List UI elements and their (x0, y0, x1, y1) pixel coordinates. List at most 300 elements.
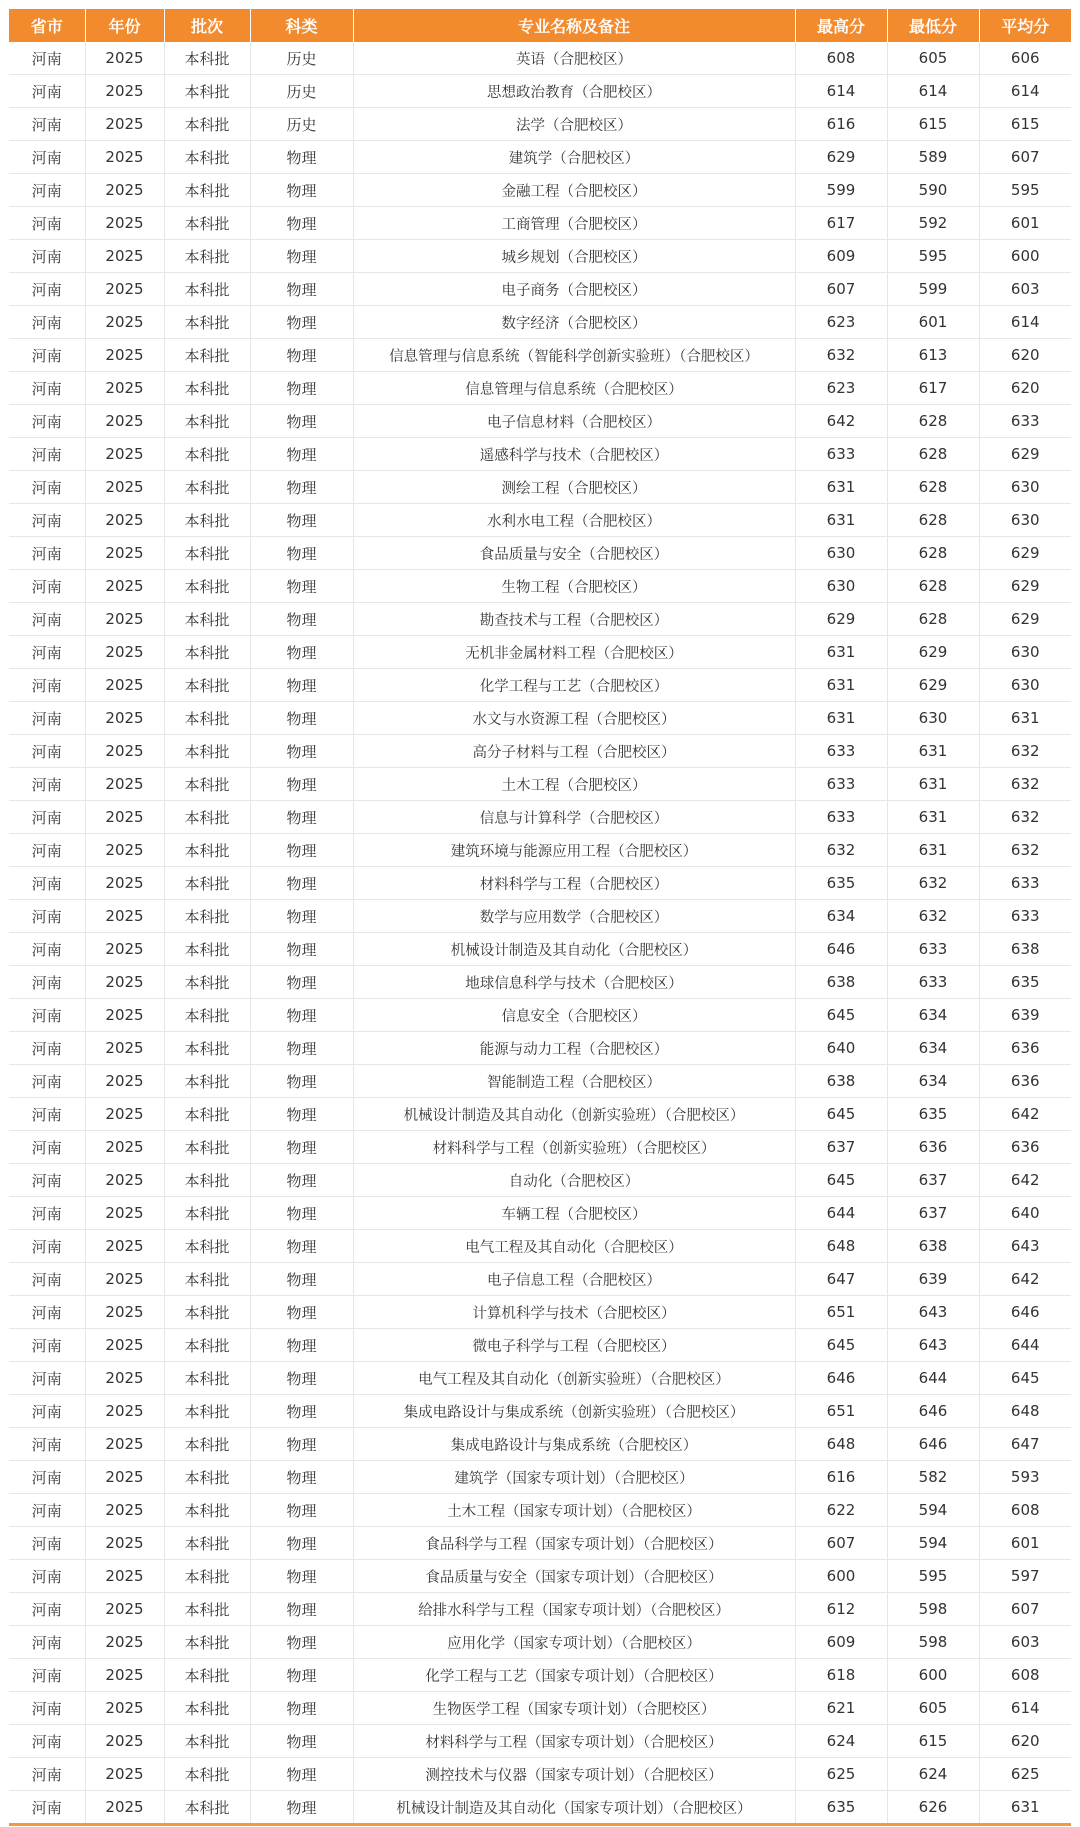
cell-subject: 物理 (250, 801, 353, 834)
cell-batch: 本科批 (164, 108, 250, 141)
cell-province: 河南 (9, 405, 85, 438)
table-row (9, 1197, 1071, 1230)
cell-subject: 物理 (250, 1098, 353, 1131)
cell-max-score: 616 (795, 108, 887, 141)
cell-batch: 本科批 (164, 801, 250, 834)
cell-year: 2025 (85, 933, 164, 966)
cell-batch: 本科批 (164, 339, 250, 372)
cell-province: 河南 (9, 174, 85, 207)
table-row (9, 1263, 1071, 1296)
cell-avg-score: 608 (979, 1659, 1071, 1692)
table-row (9, 1725, 1071, 1758)
cell-major: 高分子材料与工程（合肥校区） (353, 735, 795, 768)
cell-year: 2025 (85, 1296, 164, 1329)
table-row (9, 372, 1071, 405)
cell-major: 食品质量与安全（国家专项计划）（合肥校区） (353, 1560, 795, 1593)
cell-min-score: 590 (887, 174, 979, 207)
cell-year: 2025 (85, 537, 164, 570)
cell-avg-score: 632 (979, 801, 1071, 834)
cell-province: 河南 (9, 801, 85, 834)
cell-max-score: 631 (795, 504, 887, 537)
cell-year: 2025 (85, 372, 164, 405)
cell-year: 2025 (85, 1725, 164, 1758)
cell-subject: 物理 (250, 1758, 353, 1791)
cell-min-score: 589 (887, 141, 979, 174)
cell-major: 生物医学工程（国家专项计划）（合肥校区） (353, 1692, 795, 1725)
cell-min-score: 628 (887, 438, 979, 471)
cell-min-score: 628 (887, 570, 979, 603)
table-row (9, 1032, 1071, 1065)
cell-min-score: 595 (887, 1560, 979, 1593)
cell-major: 计算机科学与技术（合肥校区） (353, 1296, 795, 1329)
table-row (9, 141, 1071, 174)
cell-province: 河南 (9, 834, 85, 867)
cell-year: 2025 (85, 801, 164, 834)
cell-province: 河南 (9, 1725, 85, 1758)
cell-batch: 本科批 (164, 1098, 250, 1131)
cell-avg-score: 625 (979, 1758, 1071, 1791)
column-header-province: 省市 (9, 9, 85, 42)
cell-subject: 物理 (250, 1263, 353, 1296)
cell-province: 河南 (9, 75, 85, 108)
cell-avg-score: 629 (979, 603, 1071, 636)
cell-batch: 本科批 (164, 1329, 250, 1362)
cell-min-score: 600 (887, 1659, 979, 1692)
table-row (9, 1065, 1071, 1098)
cell-batch: 本科批 (164, 1659, 250, 1692)
cell-min-score: 631 (887, 834, 979, 867)
cell-major: 电气工程及其自动化（合肥校区） (353, 1230, 795, 1263)
cell-province: 河南 (9, 1065, 85, 1098)
cell-max-score: 645 (795, 1098, 887, 1131)
cell-avg-score: 629 (979, 570, 1071, 603)
cell-min-score: 605 (887, 42, 979, 75)
cell-min-score: 628 (887, 537, 979, 570)
table-row (9, 108, 1071, 141)
cell-province: 河南 (9, 570, 85, 603)
cell-year: 2025 (85, 1065, 164, 1098)
cell-major: 电子商务（合肥校区） (353, 273, 795, 306)
cell-max-score: 632 (795, 339, 887, 372)
table-row (9, 1560, 1071, 1593)
cell-max-score: 637 (795, 1131, 887, 1164)
cell-province: 河南 (9, 735, 85, 768)
cell-subject: 物理 (250, 174, 353, 207)
cell-batch: 本科批 (164, 966, 250, 999)
cell-major: 微电子科学与工程（合肥校区） (353, 1329, 795, 1362)
cell-min-score: 639 (887, 1263, 979, 1296)
cell-province: 河南 (9, 339, 85, 372)
cell-min-score: 628 (887, 471, 979, 504)
cell-subject: 物理 (250, 636, 353, 669)
cell-batch: 本科批 (164, 867, 250, 900)
cell-year: 2025 (85, 999, 164, 1032)
cell-major: 数字经济（合肥校区） (353, 306, 795, 339)
cell-batch: 本科批 (164, 438, 250, 471)
cell-max-score: 642 (795, 405, 887, 438)
cell-avg-score: 631 (979, 702, 1071, 735)
cell-major: 水文与水资源工程（合肥校区） (353, 702, 795, 735)
cell-subject: 物理 (250, 966, 353, 999)
cell-avg-score: 645 (979, 1362, 1071, 1395)
cell-year: 2025 (85, 1692, 164, 1725)
cell-province: 河南 (9, 207, 85, 240)
table-row (9, 339, 1071, 372)
cell-province: 河南 (9, 438, 85, 471)
table-row (9, 1791, 1071, 1825)
cell-min-score: 614 (887, 75, 979, 108)
cell-avg-score: 642 (979, 1263, 1071, 1296)
cell-major: 勘查技术与工程（合肥校区） (353, 603, 795, 636)
cell-major: 英语（合肥校区） (353, 42, 795, 75)
cell-province: 河南 (9, 1131, 85, 1164)
cell-avg-score: 614 (979, 75, 1071, 108)
cell-avg-score: 642 (979, 1164, 1071, 1197)
cell-batch: 本科批 (164, 207, 250, 240)
cell-year: 2025 (85, 1263, 164, 1296)
cell-max-score: 648 (795, 1428, 887, 1461)
cell-year: 2025 (85, 669, 164, 702)
cell-subject: 物理 (250, 207, 353, 240)
cell-major: 能源与动力工程（合肥校区） (353, 1032, 795, 1065)
cell-max-score: 629 (795, 141, 887, 174)
cell-min-score: 601 (887, 306, 979, 339)
cell-subject: 物理 (250, 1230, 353, 1263)
cell-batch: 本科批 (164, 1296, 250, 1329)
cell-avg-score: 615 (979, 108, 1071, 141)
cell-max-score: 630 (795, 537, 887, 570)
cell-province: 河南 (9, 141, 85, 174)
cell-subject: 物理 (250, 1032, 353, 1065)
cell-subject: 物理 (250, 537, 353, 570)
cell-province: 河南 (9, 1428, 85, 1461)
cell-avg-score: 601 (979, 1527, 1071, 1560)
table-row (9, 1527, 1071, 1560)
cell-subject: 物理 (250, 1494, 353, 1527)
cell-year: 2025 (85, 1428, 164, 1461)
cell-province: 河南 (9, 603, 85, 636)
cell-min-score: 633 (887, 966, 979, 999)
cell-min-score: 637 (887, 1197, 979, 1230)
table-row (9, 471, 1071, 504)
cell-province: 河南 (9, 1593, 85, 1626)
cell-subject: 物理 (250, 438, 353, 471)
cell-major: 智能制造工程（合肥校区） (353, 1065, 795, 1098)
cell-subject: 物理 (250, 1329, 353, 1362)
cell-max-score: 633 (795, 438, 887, 471)
cell-major: 材料科学与工程（合肥校区） (353, 867, 795, 900)
table-row (9, 438, 1071, 471)
cell-province: 河南 (9, 768, 85, 801)
cell-batch: 本科批 (164, 1263, 250, 1296)
cell-year: 2025 (85, 1362, 164, 1395)
cell-subject: 物理 (250, 339, 353, 372)
cell-max-score: 614 (795, 75, 887, 108)
column-header-batch: 批次 (164, 9, 250, 42)
cell-min-score: 631 (887, 768, 979, 801)
cell-batch: 本科批 (164, 1626, 250, 1659)
table-row (9, 999, 1071, 1032)
table-row (9, 867, 1071, 900)
cell-max-score: 599 (795, 174, 887, 207)
cell-province: 河南 (9, 702, 85, 735)
cell-subject: 物理 (250, 273, 353, 306)
cell-major: 机械设计制造及其自动化（创新实验班）（合肥校区） (353, 1098, 795, 1131)
cell-major: 遥感科学与技术（合肥校区） (353, 438, 795, 471)
cell-major: 信息与计算科学（合肥校区） (353, 801, 795, 834)
cell-province: 河南 (9, 1362, 85, 1395)
cell-year: 2025 (85, 1461, 164, 1494)
cell-year: 2025 (85, 1131, 164, 1164)
cell-min-score: 638 (887, 1230, 979, 1263)
cell-subject: 物理 (250, 1659, 353, 1692)
cell-avg-score: 620 (979, 1725, 1071, 1758)
cell-province: 河南 (9, 1230, 85, 1263)
cell-batch: 本科批 (164, 1725, 250, 1758)
admission-scores-table-container (9, 9, 1071, 1826)
cell-batch: 本科批 (164, 75, 250, 108)
table-row (9, 240, 1071, 273)
cell-avg-score: 636 (979, 1065, 1071, 1098)
cell-min-score: 629 (887, 636, 979, 669)
cell-max-score: 651 (795, 1296, 887, 1329)
cell-avg-score: 636 (979, 1032, 1071, 1065)
table-header (9, 9, 1071, 42)
cell-province: 河南 (9, 372, 85, 405)
cell-subject: 物理 (250, 1362, 353, 1395)
cell-batch: 本科批 (164, 1692, 250, 1725)
cell-subject: 物理 (250, 1527, 353, 1560)
table-body (9, 42, 1071, 1825)
cell-major: 集成电路设计与集成系统（合肥校区） (353, 1428, 795, 1461)
cell-major: 电气工程及其自动化（创新实验班）（合肥校区） (353, 1362, 795, 1395)
cell-major: 测控技术与仪器（国家专项计划）（合肥校区） (353, 1758, 795, 1791)
column-header-avg-score: 平均分 (979, 9, 1071, 42)
cell-max-score: 645 (795, 999, 887, 1032)
cell-subject: 物理 (250, 702, 353, 735)
cell-year: 2025 (85, 1527, 164, 1560)
cell-avg-score: 632 (979, 834, 1071, 867)
cell-min-score: 592 (887, 207, 979, 240)
cell-year: 2025 (85, 735, 164, 768)
cell-avg-score: 648 (979, 1395, 1071, 1428)
cell-province: 河南 (9, 867, 85, 900)
cell-min-score: 598 (887, 1626, 979, 1659)
cell-major: 城乡规划（合肥校区） (353, 240, 795, 273)
cell-avg-score: 603 (979, 273, 1071, 306)
table-row (9, 669, 1071, 702)
cell-avg-score: 633 (979, 900, 1071, 933)
cell-year: 2025 (85, 702, 164, 735)
cell-avg-score: 597 (979, 1560, 1071, 1593)
cell-province: 河南 (9, 933, 85, 966)
cell-year: 2025 (85, 75, 164, 108)
cell-max-score: 609 (795, 1626, 887, 1659)
table-row (9, 603, 1071, 636)
cell-batch: 本科批 (164, 1758, 250, 1791)
cell-province: 河南 (9, 1296, 85, 1329)
cell-max-score: 632 (795, 834, 887, 867)
cell-max-score: 638 (795, 1065, 887, 1098)
cell-year: 2025 (85, 1197, 164, 1230)
cell-year: 2025 (85, 636, 164, 669)
cell-min-score: 646 (887, 1395, 979, 1428)
cell-year: 2025 (85, 603, 164, 636)
cell-max-score: 640 (795, 1032, 887, 1065)
cell-subject: 物理 (250, 867, 353, 900)
table-row (9, 42, 1071, 75)
cell-subject: 物理 (250, 1626, 353, 1659)
cell-year: 2025 (85, 273, 164, 306)
cell-avg-score: 639 (979, 999, 1071, 1032)
table-row (9, 504, 1071, 537)
cell-subject: 物理 (250, 1197, 353, 1230)
column-header-min-score: 最低分 (887, 9, 979, 42)
cell-subject: 物理 (250, 933, 353, 966)
header-row (9, 9, 1071, 42)
cell-batch: 本科批 (164, 471, 250, 504)
cell-min-score: 624 (887, 1758, 979, 1791)
table-row (9, 702, 1071, 735)
cell-avg-score: 606 (979, 42, 1071, 75)
cell-province: 河南 (9, 1329, 85, 1362)
cell-batch: 本科批 (164, 1560, 250, 1593)
cell-max-score: 616 (795, 1461, 887, 1494)
cell-avg-score: 633 (979, 405, 1071, 438)
cell-subject: 物理 (250, 999, 353, 1032)
cell-year: 2025 (85, 1164, 164, 1197)
cell-max-score: 607 (795, 273, 887, 306)
cell-province: 河南 (9, 1758, 85, 1791)
cell-major: 思想政治教育（合肥校区） (353, 75, 795, 108)
cell-province: 河南 (9, 1032, 85, 1065)
cell-min-score: 605 (887, 1692, 979, 1725)
cell-major: 信息管理与信息系统（合肥校区） (353, 372, 795, 405)
cell-avg-score: 630 (979, 636, 1071, 669)
cell-province: 河南 (9, 1692, 85, 1725)
cell-subject: 物理 (250, 603, 353, 636)
cell-max-score: 634 (795, 900, 887, 933)
table-row (9, 273, 1071, 306)
cell-batch: 本科批 (164, 999, 250, 1032)
cell-province: 河南 (9, 537, 85, 570)
table-row (9, 966, 1071, 999)
cell-max-score: 608 (795, 42, 887, 75)
cell-min-score: 629 (887, 669, 979, 702)
cell-avg-score: 633 (979, 867, 1071, 900)
cell-major: 信息安全（合肥校区） (353, 999, 795, 1032)
cell-min-score: 595 (887, 240, 979, 273)
cell-batch: 本科批 (164, 669, 250, 702)
cell-max-score: 635 (795, 1791, 887, 1825)
cell-batch: 本科批 (164, 1494, 250, 1527)
cell-year: 2025 (85, 174, 164, 207)
cell-subject: 物理 (250, 1725, 353, 1758)
cell-avg-score: 608 (979, 1494, 1071, 1527)
cell-batch: 本科批 (164, 504, 250, 537)
cell-min-score: 617 (887, 372, 979, 405)
cell-batch: 本科批 (164, 834, 250, 867)
cell-min-score: 630 (887, 702, 979, 735)
cell-major: 建筑学（合肥校区） (353, 141, 795, 174)
cell-avg-score: 632 (979, 735, 1071, 768)
cell-major: 给排水科学与工程（国家专项计划）（合肥校区） (353, 1593, 795, 1626)
cell-major: 水利水电工程（合肥校区） (353, 504, 795, 537)
cell-province: 河南 (9, 900, 85, 933)
cell-subject: 历史 (250, 75, 353, 108)
cell-avg-score: 643 (979, 1230, 1071, 1263)
cell-max-score: 617 (795, 207, 887, 240)
cell-subject: 物理 (250, 735, 353, 768)
cell-year: 2025 (85, 1098, 164, 1131)
cell-max-score: 600 (795, 1560, 887, 1593)
cell-batch: 本科批 (164, 1527, 250, 1560)
table-row (9, 1593, 1071, 1626)
cell-year: 2025 (85, 1626, 164, 1659)
cell-max-score: 624 (795, 1725, 887, 1758)
cell-min-score: 598 (887, 1593, 979, 1626)
cell-major: 生物工程（合肥校区） (353, 570, 795, 603)
cell-province: 河南 (9, 636, 85, 669)
table-row (9, 1296, 1071, 1329)
cell-avg-score: 635 (979, 966, 1071, 999)
cell-province: 河南 (9, 108, 85, 141)
cell-major: 材料科学与工程（国家专项计划）（合肥校区） (353, 1725, 795, 1758)
cell-min-score: 636 (887, 1131, 979, 1164)
cell-max-score: 621 (795, 1692, 887, 1725)
cell-avg-score: 640 (979, 1197, 1071, 1230)
cell-batch: 本科批 (164, 900, 250, 933)
cell-major: 建筑学（国家专项计划）（合肥校区） (353, 1461, 795, 1494)
cell-max-score: 645 (795, 1164, 887, 1197)
cell-year: 2025 (85, 306, 164, 339)
cell-province: 河南 (9, 1560, 85, 1593)
cell-min-score: 643 (887, 1329, 979, 1362)
cell-min-score: 643 (887, 1296, 979, 1329)
cell-major: 应用化学（国家专项计划）（合肥校区） (353, 1626, 795, 1659)
cell-subject: 物理 (250, 504, 353, 537)
cell-max-score: 638 (795, 966, 887, 999)
cell-min-score: 582 (887, 1461, 979, 1494)
cell-year: 2025 (85, 1329, 164, 1362)
cell-batch: 本科批 (164, 372, 250, 405)
cell-subject: 历史 (250, 42, 353, 75)
cell-max-score: 633 (795, 768, 887, 801)
cell-max-score: 618 (795, 1659, 887, 1692)
cell-province: 河南 (9, 471, 85, 504)
admission-scores-table (9, 9, 1071, 1826)
cell-subject: 物理 (250, 1692, 353, 1725)
cell-major: 机械设计制造及其自动化（国家专项计划）（合肥校区） (353, 1791, 795, 1825)
cell-year: 2025 (85, 1230, 164, 1263)
cell-subject: 物理 (250, 306, 353, 339)
cell-province: 河南 (9, 1395, 85, 1428)
cell-year: 2025 (85, 867, 164, 900)
cell-batch: 本科批 (164, 42, 250, 75)
cell-province: 河南 (9, 1164, 85, 1197)
column-header-max-score: 最高分 (795, 9, 887, 42)
cell-province: 河南 (9, 1098, 85, 1131)
cell-province: 河南 (9, 1263, 85, 1296)
cell-min-score: 632 (887, 867, 979, 900)
cell-year: 2025 (85, 1395, 164, 1428)
cell-subject: 物理 (250, 1428, 353, 1461)
cell-max-score: 646 (795, 933, 887, 966)
cell-major: 化学工程与工艺（合肥校区） (353, 669, 795, 702)
cell-batch: 本科批 (164, 306, 250, 339)
cell-subject: 物理 (250, 372, 353, 405)
cell-year: 2025 (85, 339, 164, 372)
